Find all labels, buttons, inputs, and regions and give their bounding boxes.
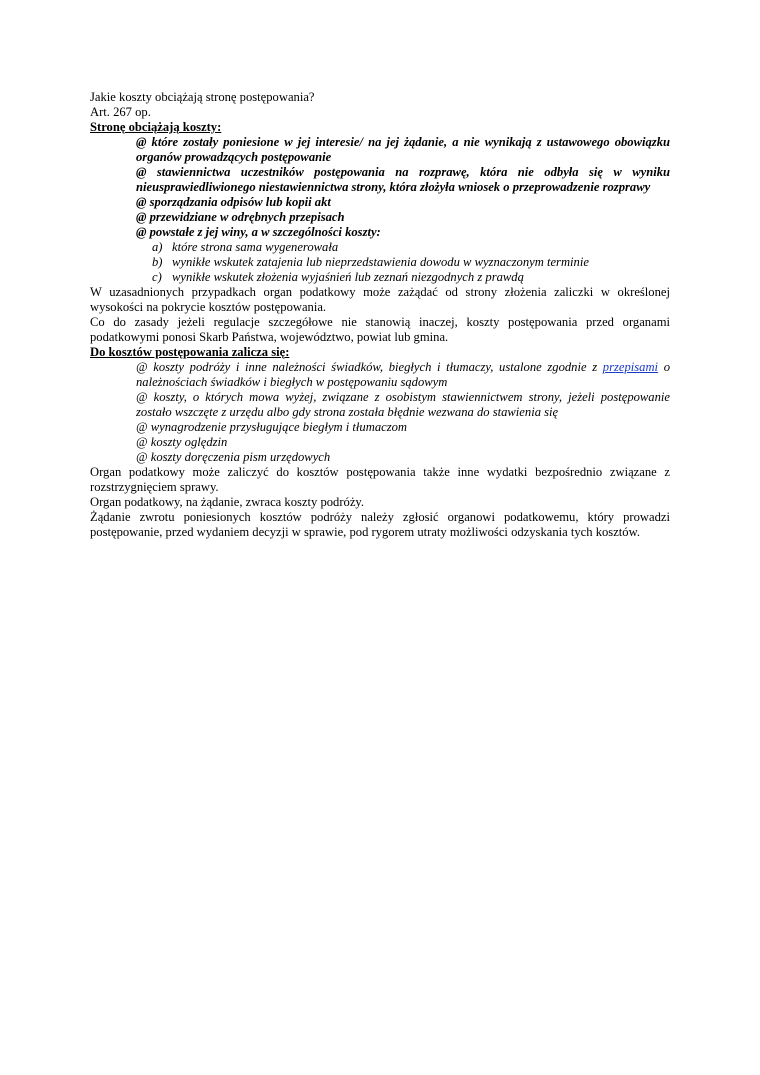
document-body [90,90,670,540]
advance-payment-paragraph: W uzasadnionych przypadkach organ podatkowy może zażądać od strony złożenia zaliczki w określonej wysokości na pokrycie kosztów postępowania. [90,285,670,314]
item-text: o należnościach świadków i biegłych w postępowaniu sądowym [136,360,670,389]
fault-cost-subitem [90,240,670,255]
section-heading-proceeding-costs: Do kosztów postępowania zalicza się: [90,345,290,359]
travel-refund-paragraph: Organ podatkowy, na żądanie, zwraca koszty podróży. [90,495,365,509]
subitem-text: wynikłe wskutek zatajenia lub nieprzedstawienia dowodu w wyznaczonym terminie [172,255,589,269]
proceeding-cost-item: @ koszty doręczenia pism urzędowych [136,450,331,464]
proceeding-cost-item: @ koszty, o których mowa wyżej, związane z osobistym stawiennictwem strony, jeżeli postępowanie zostało wszczęte z urzędu albo gdy strona została błędnie wezwana do stawienia się [136,390,670,419]
article-reference: Art. 267 op. [90,105,151,119]
subitem-marker: a) [152,240,163,254]
party-cost-item: @ przewidziane w odrębnych przepisach [136,210,345,224]
party-cost-item: @ stawiennictwa uczestników postępowania na rozprawę, która nie odbyła się w wyniku nieusprawiedliwionego niestawiennictwa strony, która złożyła wniosek o przeprowadzenie rozprawy [136,165,670,194]
regulations-link[interactable]: przepisami [602,360,659,374]
cost-bearer-paragraph: Co do zasady jeżeli regulacje szczegółowe nie stanowią inaczej, koszty postępowania przed organami podatkowymi ponosi Skarb Państwa, województwo, powiat lub gmina. [90,315,670,344]
section-heading-party-costs: Stronę obciążają koszty: [90,120,222,134]
party-cost-item: @ które zostały poniesione w jej interesie/ na jej żądanie, a nie wynikają z ustawowego obowiązku organów prowadzących postępowanie [136,135,670,164]
fault-cost-subitem [90,270,670,285]
fault-cost-subitem [90,255,670,270]
proceeding-cost-item: @ koszty oględzin [136,435,228,449]
party-cost-item: @ powstałe z jej winy, a w szczególności koszty: [136,225,381,239]
subitem-marker: c) [152,270,162,284]
refund-request-paragraph: Żądanie zwrotu poniesionych kosztów podróży należy zgłosić organowi podatkowemu, który prowadzi postępowanie, przed wydaniem decyzji w sprawie, pod rygorem utraty możliwości odzyskania tych kosztów. [90,510,670,539]
subitem-text: które strona sama wygenerowała [172,240,339,254]
item-text: @ koszty podróży i inne należności świadków, biegłych i tłumaczy, ustalone zgodnie z [136,360,603,374]
party-cost-item: @ sporządzania odpisów lub kopii akt [136,195,331,209]
subitem-text: wynikłe wskutek złożenia wyjaśnień lub zeznań niezgodnych z prawdą [172,270,524,284]
other-expenses-paragraph: Organ podatkowy może zaliczyć do kosztów postępowania także inne wydatki bezpośrednio związane z rozstrzygnięciem sprawy. [90,465,670,494]
proceeding-cost-item: @ wynagrodzenie przysługujące biegłym i tłumaczom [136,420,407,434]
proceeding-cost-item [90,360,670,390]
subitem-marker: b) [152,255,163,269]
question-line: Jakie koszty obciążają stronę postępowania? [90,90,315,104]
